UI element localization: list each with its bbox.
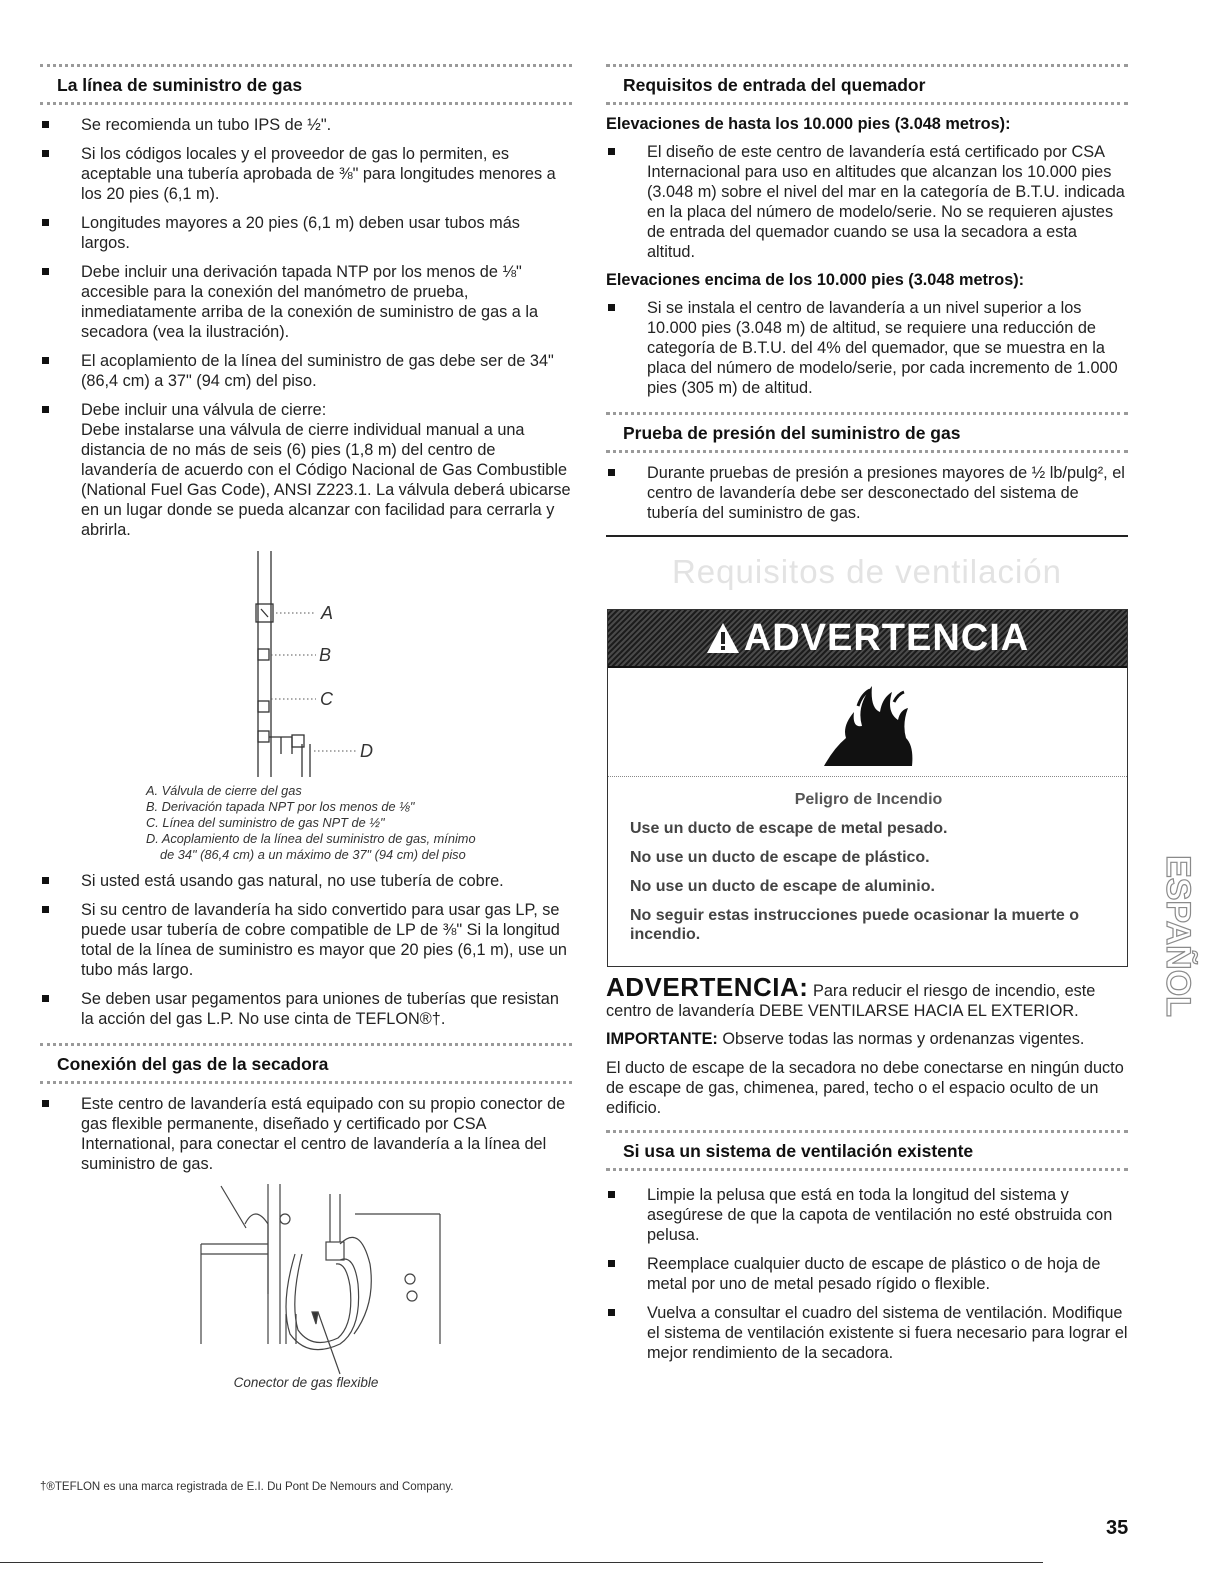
important-word: IMPORTANTE: bbox=[606, 1030, 718, 1048]
ventilation-heading: Requisitos de ventilación bbox=[671, 553, 1063, 590]
flexible-connector-drawing bbox=[40, 1184, 572, 1389]
section-title: Requisitos de entrada del quemador bbox=[623, 75, 926, 95]
warning-line: Use un ducto de escape de metal pesado. bbox=[630, 820, 948, 837]
label-b: B bbox=[319, 645, 332, 665]
danger-title: Peligro de Incendio bbox=[794, 791, 943, 808]
section-title: Si usa un sistema de ventilación existente bbox=[623, 1141, 974, 1161]
list-item: Durante pruebas de presión a presiones mayores de ½ lb/pulg², el centro de lavandería debe ser desconectado del sistema de tubería del suministro de gas. bbox=[606, 463, 1128, 523]
section-header-pressure-test bbox=[606, 412, 1128, 453]
page-number: 35 bbox=[1106, 1517, 1129, 1539]
list-item: Limpie la pelusa que está en toda la longitud del sistema y asegúrese de que la capota de ventilación no esté obstruida con pelusa. bbox=[606, 1185, 1128, 1245]
list-item: Si usted está usando gas natural, no use tubería de cobre. bbox=[40, 871, 572, 891]
footer-rule bbox=[0, 1562, 1043, 1563]
caption-a: A. Válvula de cierre del gas bbox=[146, 783, 302, 798]
gas-pipe-diagram bbox=[40, 549, 572, 779]
section-title: Prueba de presión del suministro de gas bbox=[623, 423, 961, 443]
fire-icon bbox=[820, 676, 916, 768]
list-item: Longitudes mayores a 20 pies (6,1 m) deben usar tubos más largos. bbox=[40, 213, 572, 253]
gas-supply-list bbox=[40, 115, 572, 540]
duct-paragraph: El ducto de escape de la secadora no debe conectarse en ningún ducto de escape de gas, chimenea, pared, techo o el espacio oculto de un edificio. bbox=[606, 1059, 1124, 1117]
list-item: Se deben usar pegamentos para uniones de tuberías que resistan la acción del gas L.P. No use cinta de TEFLON®†. bbox=[40, 989, 572, 1029]
warning-line: No seguir estas instrucciones puede ocasionar la muerte o incendio. bbox=[630, 907, 1080, 943]
bullet-icon bbox=[608, 1260, 615, 1267]
warning-header-text: ADVERTENCIA bbox=[743, 616, 1030, 659]
caption-d-continued: de 34" (86,4 cm) a un máximo de 37" (94 cm) del piso bbox=[160, 847, 466, 862]
list-item: Si los códigos locales y el proveedor de gas lo permiten, es aceptable una tubería aprobada de ⅜" para longitudes menores a los 20 pies (6,1 m). bbox=[40, 144, 572, 204]
bullet-icon bbox=[608, 1309, 615, 1316]
bullet-icon bbox=[42, 406, 49, 413]
section-header-existing-vent bbox=[606, 1130, 1128, 1171]
warning-header-bar bbox=[608, 610, 1127, 668]
list-item: Este centro de lavandería está equipado con su propio conector de gas flexible permanente, diseñado y certificado por CSA International, para conectar el centro de lavandería a la línea del suministro de gas. bbox=[40, 1094, 572, 1174]
bullet-icon bbox=[42, 357, 49, 364]
list-item: El diseño de este centro de lavandería está certificado por CSA Internacional para uso en altitudes que alcanzan los 10.000 pies (3.048 m) sobre el nivel del mar en la categoría de B.T.U. indicada en la placa del número de modelo/serie. No se requieren ajustes de entrada del quemador cuando se usa la secadora a esta altitud. bbox=[606, 142, 1128, 262]
bullet-icon bbox=[42, 268, 49, 275]
warning-line: No use un ducto de escape de aluminio. bbox=[630, 878, 935, 895]
footnote: †®TEFLON es una marca registrada de E.I. Du Pont De Nemours and Company. bbox=[40, 1481, 454, 1493]
bullet-icon bbox=[42, 995, 49, 1002]
elevation-subheading-2: Elevaciones encima de los 10.000 pies (3.048 metros): bbox=[606, 271, 1025, 289]
left-column bbox=[40, 64, 572, 1389]
section-divider bbox=[606, 535, 1128, 537]
caption-d: D. Acoplamiento de la línea del suministro de gas, mínimo bbox=[146, 831, 476, 846]
language-side-tab bbox=[1150, 818, 1202, 1054]
section-header-dryer-gas-connection bbox=[40, 1043, 572, 1084]
list-item: Reemplace cualquier ducto de escape de plástico o de hoja de metal por uno de metal pesado rígido o flexible. bbox=[606, 1254, 1128, 1294]
warning-box bbox=[607, 609, 1128, 967]
bullet-icon bbox=[42, 906, 49, 913]
warning-word: ADVERTENCIA: bbox=[606, 972, 809, 1002]
elevation-list-1 bbox=[606, 142, 1128, 262]
connector-caption: Conector de gas flexible bbox=[233, 1375, 379, 1390]
side-tab-text: ESPAÑOL bbox=[1159, 855, 1198, 1017]
list-item: Se recomienda un tubo IPS de ½". bbox=[40, 115, 572, 135]
section-title: La línea de suministro de gas bbox=[57, 75, 303, 95]
warning-paragraph: ADVERTENCIA: Para reducir el riesgo de incendio, este centro de lavandería DEBE VENTILARSE HACIA EL EXTERIOR. bbox=[606, 972, 1096, 1020]
list-item: Debe incluir una derivación tapada NTP por los menos de ⅛" accesible para la conexión del manómetro de prueba, inmediatamente arriba de la conexión de suministro de gas a la secadora (vea la ilustración). bbox=[40, 262, 572, 342]
flexible-connector-illustration bbox=[40, 1184, 572, 1389]
elevation-subheading-1: Elevaciones de hasta los 10.000 pies (3.048 metros): bbox=[606, 115, 1011, 133]
list-item: Debe incluir una válvula de cierre: Debe instalarse una válvula de cierre individual manual a una distancia de no más de seis (6) pies (1,8 m) del centro de lavandería de acuerdo con el Código Nacional de Gas Combustible (National Fuel Gas Code), ANSI Z223.1. La válvula deberá ubicarse en un lugar donde se pueda alcanzar con facilidad para cerrarla y abrirla. bbox=[40, 400, 572, 540]
important-paragraph: IMPORTANTE: Observe todas las normas y ordenanzas vigentes. bbox=[606, 1030, 1085, 1048]
caption-c: C. Línea del suministro de gas NPT de ½" bbox=[146, 815, 385, 830]
warning-line: No use un ducto de escape de plástico. bbox=[630, 849, 930, 866]
pressure-list bbox=[606, 463, 1128, 523]
bullet-icon bbox=[608, 148, 615, 155]
bullet-icon bbox=[42, 1100, 49, 1107]
bullet-icon bbox=[42, 877, 49, 884]
caption-b: B. Derivación tapada NPT por los menos de ⅛" bbox=[146, 799, 415, 814]
warning-triangle-icon bbox=[706, 621, 740, 655]
fire-hazard-symbol bbox=[608, 668, 1127, 777]
connection-list bbox=[40, 1094, 572, 1174]
bullet-icon bbox=[42, 219, 49, 226]
list-item: Vuelva a consultar el cuadro del sistema de ventilación. Modifique el sistema de ventilación existente si fuera necesario para lograr el mejor rendimiento de la secadora. bbox=[606, 1303, 1128, 1363]
list-item: Si su centro de lavandería ha sido convertido para usar gas LP, se puede usar tubería de cobre compatible de LP de ⅜" Si la longitud total de la línea de suministro es mayor que 20 pies (6,1 m), use un tubo más largo. bbox=[40, 900, 572, 980]
bullet-icon bbox=[608, 469, 615, 476]
bullet-icon bbox=[42, 150, 49, 157]
bullet-icon bbox=[608, 1191, 615, 1198]
right-column bbox=[606, 64, 1128, 1372]
gas-line-illustration bbox=[40, 549, 572, 779]
section-header-burner-input bbox=[606, 64, 1128, 105]
bullet-icon bbox=[608, 304, 615, 311]
label-d: D bbox=[360, 741, 373, 761]
label-c: C bbox=[320, 689, 333, 709]
list-item: El acoplamiento de la línea del suministro de gas debe ser de 34" (86,4 cm) a 37" (94 cm) del piso. bbox=[40, 351, 572, 391]
elevation-list-2 bbox=[606, 298, 1128, 398]
list-item: Si se instala el centro de lavandería a un nivel superior a los 10.000 pies (3.048 m) de altitud, se requiere una reducción de categoría de B.T.U. del 4% del quemador, que se muestra en la placa del número de modelo/serie, por cada incremento de 1.000 pies (305 m) de altitud. bbox=[606, 298, 1128, 398]
gas-type-list bbox=[40, 871, 572, 1029]
warning-text bbox=[608, 777, 1127, 966]
section-header-gas-supply-line bbox=[40, 64, 572, 105]
figure-captions bbox=[146, 783, 572, 863]
bullet-icon bbox=[42, 121, 49, 128]
existing-vent-list bbox=[606, 1185, 1128, 1363]
label-a: A bbox=[321, 603, 334, 623]
section-title: Conexión del gas de la secadora bbox=[57, 1054, 329, 1074]
